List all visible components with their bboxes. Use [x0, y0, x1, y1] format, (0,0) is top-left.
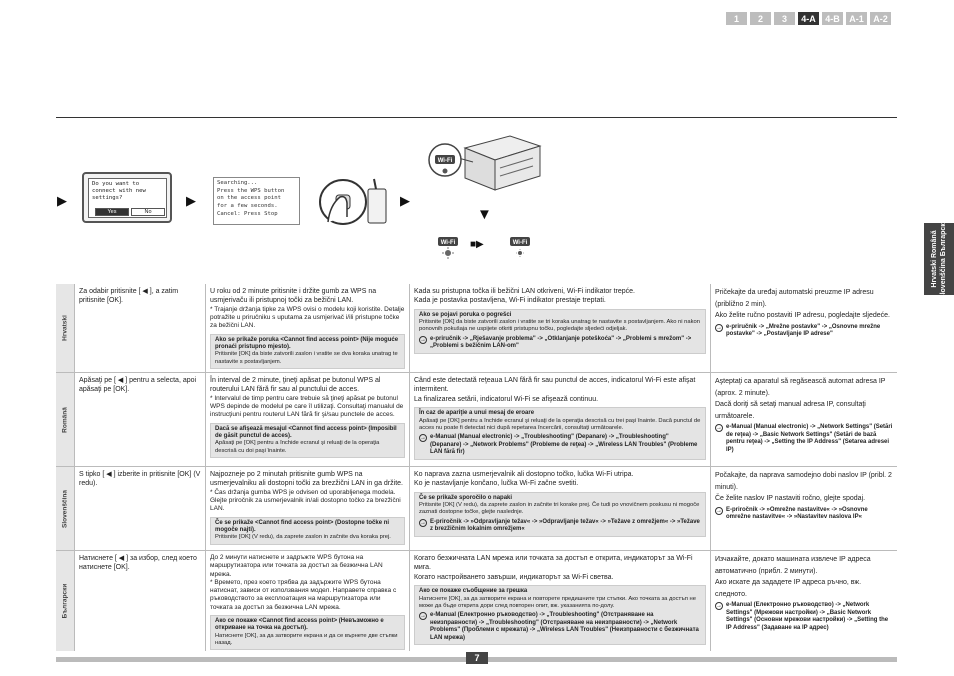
- ip-address-cell: [710, 284, 897, 372]
- wps-instruction: До 2 минути натиснете и задръжте WPS бутона на маршрутизатора или точката за достъп за безжична LAN мрежа.: [210, 554, 383, 578]
- manual-reference-icon: →: [716, 507, 722, 514]
- down-arrow-icon: ▼: [477, 206, 492, 223]
- wps-step-cell: [205, 284, 409, 372]
- language-label-cell: [56, 284, 74, 372]
- error-box-title: Ако се покаже <Cannot find access point> (Невъзможно е откриване на точка на достъп).: [215, 618, 384, 632]
- wifi-status-text: Kada su pristupna točka ili bežični LAN otkriveni, Wi-Fi indikator trepće. Kada je postavka postavljena, Wi-Fi indikator prestaje treptati.: [414, 288, 635, 305]
- manual-reference-icon: →: [716, 425, 722, 431]
- top-divider: [56, 117, 897, 118]
- error-box-text: Apăsaţi pe [OK] pentru a închide ecranul şi reluaţi de la operaţia descrisă cu doi paşi înainte.: [215, 440, 380, 454]
- manual-reference-icon: →: [420, 613, 426, 620]
- error-box: [210, 334, 405, 369]
- wifi-status-cell: [409, 373, 710, 466]
- wifi-status-cell: [409, 284, 710, 372]
- lcd-message: Do you want to connect with new settings?: [92, 181, 146, 201]
- blink-to-on-arrow-icon: ■▶: [470, 239, 484, 250]
- error-box: [414, 407, 706, 459]
- wps-step-cell: [205, 551, 409, 651]
- error-box-title: Ako se pojavi poruka o pogrešci: [419, 311, 512, 318]
- wps-note: * Intervalul de timp pentru care trebuie să ţineţi apăsat pe butonul WPS depinde de modelul pe care îl utilizaţi. Consultaţi manualul de instrucţiuni pentru routerul LAN fără fir şi/sau punctele de acces.: [210, 394, 404, 419]
- wps-instruction: U roku od 2 minute pritisnite i držite gumb za WPS na usmjerivaču ili pristupnoj točki za bežični LAN.: [210, 288, 377, 305]
- manual-reference-icon: →: [716, 324, 722, 331]
- wps-instruction: În interval de 2 minute, ţineţi apăsat pe butonul WPS al routerului LAN fără fir sau al punctului de acces.: [210, 377, 381, 394]
- manual-reference: e-Manual (Електронно ръководство) -> „Troubleshooting" (Отстраняване на неизправности) -> „Troubleshooting" (Отстраняване на неизправности) -> „Network Problems" (Проблеми с мрежата) -> „Wireless LAN Troubles" (Неизправности с безжичната LAN мрежа): [430, 612, 699, 641]
- tab-a1[interactable]: A-1: [846, 12, 867, 25]
- wifi-lit-icon: [506, 232, 534, 262]
- language-label-cell: [56, 467, 74, 550]
- manual-reference: e-priručnik -> „Mrežne postavke" -> „Osnovne mrežne postavke" -> „Postavljanje IP adrese": [726, 323, 881, 337]
- step-select-cell: Apăsaţi pe [ ◀ ] pentru a selecta, apoi apăsaţi pe [OK].: [74, 373, 205, 466]
- wifi-label: Wi-Fi: [437, 158, 453, 164]
- tab-1[interactable]: 1: [726, 12, 747, 25]
- error-box: [414, 585, 706, 645]
- manual-reference: e-priručnik -> „Rješavanje problema" -> „Otklanjanje poteškoća" -> „Problemi s mrežom" -> „Problemi s bežičnim LAN-om": [430, 335, 692, 350]
- instruction-table: [56, 284, 897, 651]
- manual-reference: e-Manual (Електронно ръководство) -> „Network Settings" (Мрежови настройки) -> „Basic Network Settings" (Основни мрежови настройки) -> „Setting the IP Address" (Задаване на IP адрес): [726, 602, 889, 631]
- tab-2[interactable]: 2: [750, 12, 771, 25]
- table-row: [56, 284, 897, 373]
- wifi-status-text: Когато безжичната LAN мрежа или точката за достъп е открита, индикаторът за Wi-Fi мига. Когато настройването завърши, индикаторът за Wi-Fi светва.: [414, 555, 693, 581]
- lcd-display: [88, 178, 167, 218]
- manual-reference: E-priročnik -> »Omrežne nastavitve« -> »Osnovne omrežne nastavitve« -> »Nastavitev naslova IP«: [726, 506, 868, 520]
- wifi-status-text: Când este detectată reţeaua LAN fără fir sau punctul de acces, indicatorul Wi-Fi este afişat intermitent. La finalizarea setării, indicatorul Wi-Fi se afişează continuu.: [414, 377, 696, 403]
- error-box: [414, 309, 706, 354]
- wifi-blinking-icon: [434, 232, 462, 262]
- wps-note: * Čas držanja gumba WPS je odvisen od uporabljenega modela. Glejte priročnik za usmerjevalnik in/ali dostopno točko za brezžični LAN.: [210, 488, 401, 513]
- step-select-cell: S tipko [ ◀ ] izberite in pritisnite [OK] (V redu).: [74, 467, 205, 550]
- error-box: [414, 492, 706, 537]
- manual-reference-icon: →: [420, 336, 426, 343]
- ip-address-cell: [710, 467, 897, 550]
- no-button[interactable]: No: [131, 208, 165, 216]
- tab-a2[interactable]: A-2: [870, 12, 891, 25]
- ip-address-text: Изчакайте, докато машината извлече IP адреса автоматично (прибл. 2 минути). Ако искате да зададете IP адреса ръчно, вж. следното.: [715, 556, 871, 598]
- yes-button[interactable]: Yes: [95, 208, 129, 216]
- manual-reference-icon: →: [420, 519, 426, 526]
- error-box-text: Pritisnite [OK] (V redu), da zaprete zaslon in začnite dva koraka prej.: [215, 534, 391, 541]
- language-label: Slovenščina: [61, 489, 69, 528]
- tab-3[interactable]: 3: [774, 12, 795, 25]
- language-label-cell: [56, 551, 74, 651]
- error-box-title: Dacă se afişează mesajul <Cannot find access point> (Imposibil de găsit punctul de acces).: [215, 425, 397, 439]
- error-box-title: În caz de apariţie a unui mesaj de eroare: [419, 410, 535, 417]
- manual-reference: e-Manual (Manual electronic) -> „Network Settings" (Setări de reţea) -> „Basic Network Settings" (Setări de bază pentru reţea) -> „Setting the IP Address" (Setarea adresei IP): [726, 424, 893, 453]
- step-select-cell: Натиснете [ ◀ ] за избор, след което натиснете [OK].: [74, 551, 205, 651]
- confirm-screen: [82, 172, 172, 223]
- wps-note: * Времето, през което трябва да задържите WPS бутона натиснат, зависи от използвания модел. Направете справка с ръководството за експлоатация на маршрутизатора или точката за достъп за безжична LAN мрежа.: [210, 578, 397, 611]
- ip-address-text: Pričekajte da uređaj automatski preuzme IP adresu (približno 2 min). Ako želite ručno postaviti IP adresu, pogledajte sljedeće.: [715, 289, 890, 319]
- svg-text:Wi-Fi: Wi-Fi: [440, 240, 456, 246]
- error-box-text: Натиснете [OK], за да затворите екрана и да се върнете две стъпки назад.: [215, 632, 398, 646]
- manual-reference-icon: →: [420, 435, 426, 442]
- table-row: [56, 373, 897, 467]
- svg-text:Wi-Fi: Wi-Fi: [512, 240, 528, 246]
- wps-note: * Trajanje držanja tipke za WPS ovisi o modelu koji koristite. Detalje potražite u priručniku s uputama za usmjerivač i/ili pristupne točke za bežični LAN.: [210, 305, 405, 330]
- error-box: [210, 615, 405, 650]
- error-box-text: Apăsaţi pe [OK] pentru a închide ecranul şi reluaţi de la operaţia descrisă cu trei paşi înainte. Dacă punctul de acces nu poate fi detectat nici după repetarea încercării, consultaţi următoarele.: [419, 417, 701, 431]
- side-tab-line1: Hrvatski Română: [931, 230, 938, 288]
- wifi-status-cell: [409, 467, 710, 550]
- error-box-text: Pritisnite [OK] (V redu), da zaprete zaslon in začnite tri korake prej. Če tudi po vnovičnem poskusu ni mogoče zaznati dostopne točke, glejte naslednje.: [419, 502, 700, 516]
- table-row: [56, 551, 897, 651]
- chapter-tabs: [726, 12, 891, 25]
- step-select-cell: Za odabir pritisnite [ ◀ ], a zatim pritisnite [OK].: [74, 284, 205, 372]
- error-box-title: Če se prikaže <Cannot find access point> (Dostopne točke ni mogoče najti).: [215, 519, 390, 533]
- step-arrow-icon: ▶: [57, 193, 67, 208]
- error-box: [210, 517, 405, 545]
- language-label: Română: [61, 406, 69, 433]
- tab-4a[interactable]: 4-A: [798, 12, 819, 25]
- ip-address-text: Aşteptaţi ca aparatul să regăsească automat adresa IP (aprox. 2 minute). Dacă doriţi să setaţi manual adresa IP, consultaţi următoarele.: [715, 378, 886, 420]
- error-box-text: Натиснете [OK], за да затворите екрана и повторете предишните три стъпки. Ако точката за достъп не може да бъде открита дори след повторен опит, вж. указанията по-долу.: [419, 595, 696, 609]
- wps-step-cell: [205, 373, 409, 466]
- printer-icon: [425, 128, 545, 198]
- page-number: 7: [466, 652, 488, 664]
- side-tab-line2: Slovenščina Български: [940, 218, 947, 300]
- ip-address-cell: [710, 373, 897, 466]
- step-arrow-icon: ▶: [186, 193, 196, 208]
- error-box-title: Ako se prikaže poruka <Cannot find access point> (Nije moguće pronaći pristupno mjesto).: [215, 336, 399, 350]
- error-box-title: Ако се покаже съобщение за грешка: [419, 588, 528, 595]
- wifi-status-text: Ko naprava zazna usmerjevalnik ali dostopno točko, lučka Wi-Fi utripa. Ko je nastavljanje končano, lučka Wi-Fi začne svetiti.: [414, 471, 634, 488]
- searching-screen: [213, 177, 300, 225]
- language-label-cell: [56, 373, 74, 466]
- wps-button-press-icon: [316, 177, 391, 227]
- manual-reference: E-priročnik -> »Odpravljanje težav« -> »Odpravljanje težav« -> »Težave z omrežjem« -> »Težave z brezžičnim lokalnim omrežjem«: [430, 518, 700, 533]
- error-box-title: Če se prikaže sporočilo o napaki: [419, 494, 513, 501]
- language-label: Български: [61, 583, 69, 619]
- language-side-tab: [924, 218, 954, 300]
- wps-step-cell: [205, 467, 409, 550]
- error-box: [210, 423, 405, 458]
- step-arrow-icon: ▶: [400, 193, 410, 208]
- tab-4b[interactable]: 4-B: [822, 12, 843, 25]
- ip-address-cell: [710, 551, 897, 651]
- table-row: [56, 467, 897, 551]
- manual-reference-icon: →: [716, 603, 722, 609]
- ip-address-text: Počakajte, da naprava samodejno dobi naslov IP (pribl. 2 minuti). Če želite naslov IP nastaviti ročno, glejte spodaj.: [715, 472, 892, 502]
- wps-instruction: Najpozneje po 2 minutah pritisnite gumb WPS na usmerjevalniku ali dostopni točki za brezžični LAN in ga držite.: [210, 471, 403, 488]
- language-label: Hrvatski: [61, 315, 69, 341]
- manual-reference: e-Manual (Manual electronic) -> „Troubleshooting" (Depanare) -> „Troubleshooting" (Depanare) -> „Network Problems" (Probleme de reţea) -> „Wireless LAN Troubles" (Probleme LAN fără fir): [430, 434, 698, 456]
- error-box-text: Pritisnite [OK] da biste zatvorili zaslon i vratite se tri koraka unatrag te nastavite s postavljanjem. Ako ni nakon ponovnih pokušaja ne uspijete otkriti pristupnu točku, pogledajte sljedeći odjeljak.: [419, 319, 700, 333]
- searching-message: Searching... Press the WPS button on the access point for a few seconds. Cancel: Press Stop: [217, 180, 285, 217]
- error-box-text: Pritisnite [OK] da biste zatvorili zaslon i vratite se dva koraka unatrag te nastavite s postavljanjem.: [215, 351, 398, 365]
- wifi-status-cell: [409, 551, 710, 651]
